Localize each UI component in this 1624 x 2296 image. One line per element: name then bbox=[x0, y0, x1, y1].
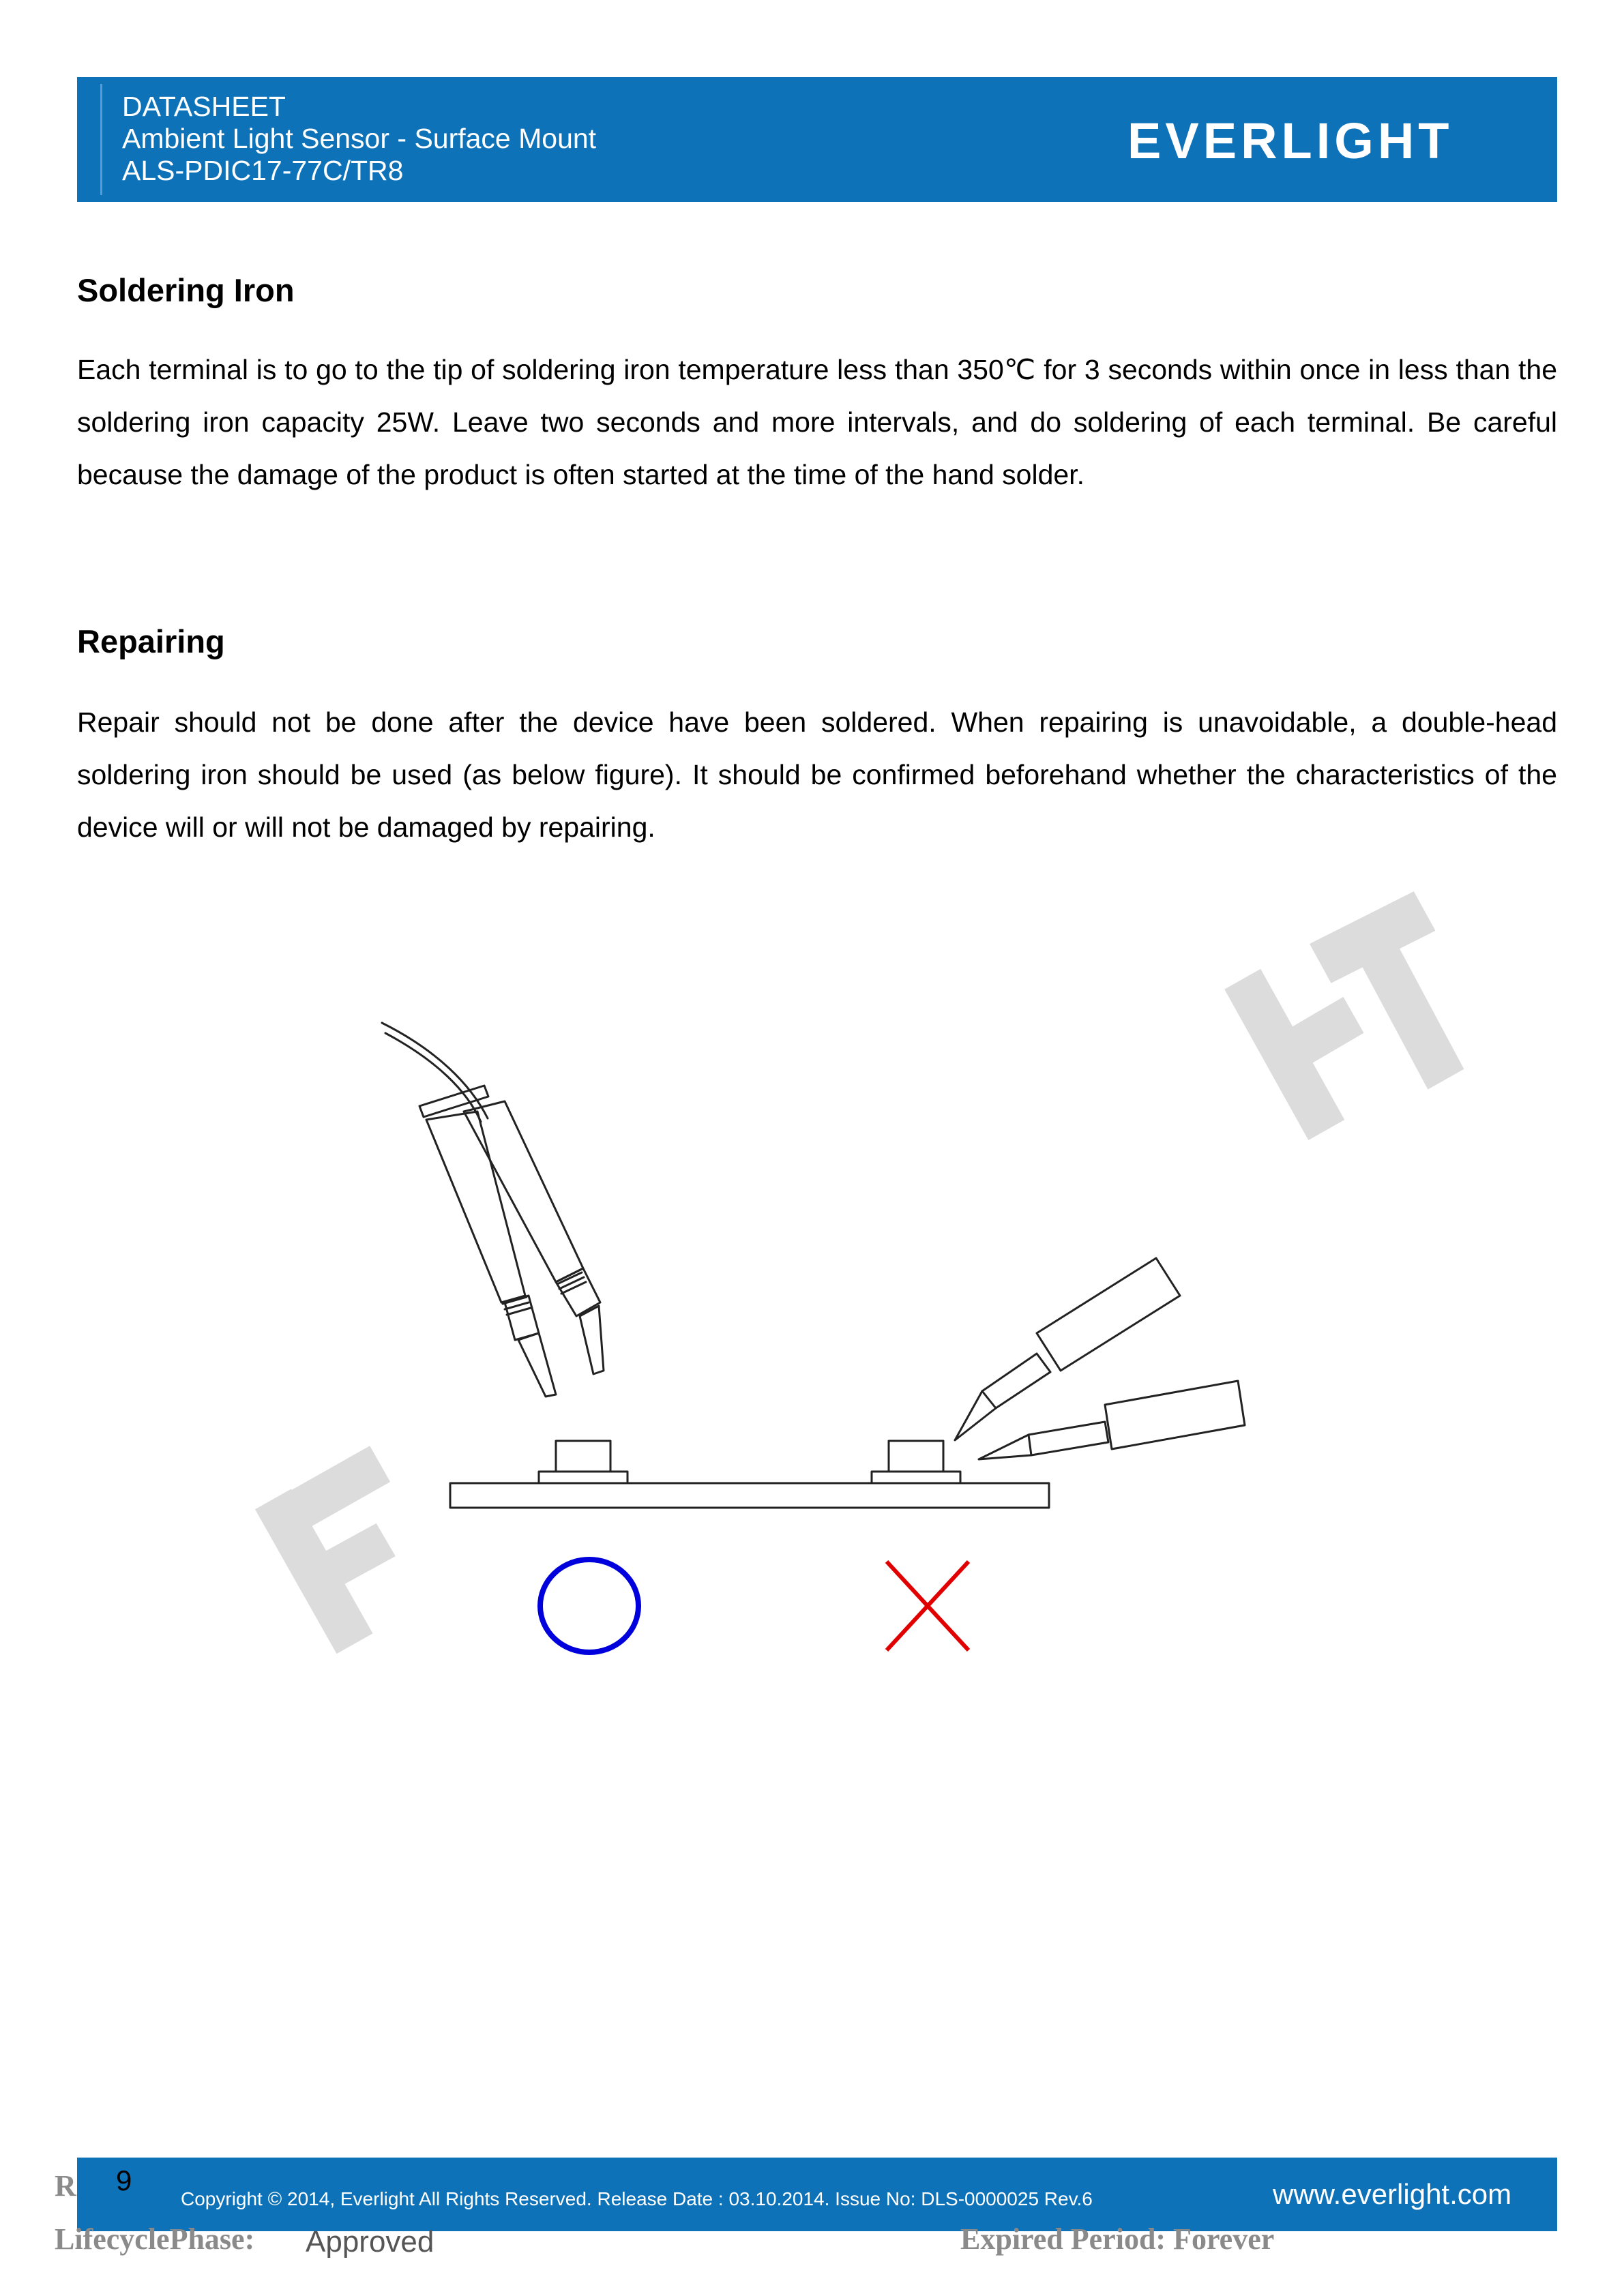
soldering-iron-heading: Soldering Iron bbox=[77, 272, 295, 308]
component-left-base bbox=[539, 1472, 628, 1483]
page-number: 9 bbox=[116, 2164, 132, 2196]
correct-circle-icon bbox=[540, 1560, 638, 1652]
footer-banner bbox=[77, 2158, 1557, 2231]
soldering-iron-text: Each terminal is to go to the tip of soldering iron temperature less than 350℃ for 3 seconds within once in less than the soldering iron capacity 25W. Leave two seconds and more intervals, and do soldering of each terminal. Be careful because the damage of the product is often started at the time of the hand solder. bbox=[77, 354, 1557, 490]
expired-period: Expired Period: Forever bbox=[960, 2222, 1275, 2256]
wrong-cross-icon bbox=[887, 1562, 969, 1650]
component-right-body bbox=[889, 1441, 943, 1472]
part-number: ALS-PDIC17-77C/TR8 bbox=[122, 155, 404, 186]
lifecycle-r-letter: R bbox=[55, 2169, 76, 2203]
everlight-logo: EVERLIGHT bbox=[1127, 113, 1453, 169]
lifecycle-label: LifecyclePhase: bbox=[55, 2222, 255, 2256]
repairing-text: Repair should not be done after the device have been soldered. When repairing is unavoidable, a double-head soldering iron should be used (as below figure). It should be confirmed beforehand whether the characteristics of the device will or will not be damaged by repairing. bbox=[77, 706, 1557, 843]
component-left-body bbox=[556, 1441, 610, 1472]
component-right-base bbox=[872, 1472, 960, 1483]
repairing-heading: Repairing bbox=[77, 623, 225, 659]
double-head-iron bbox=[382, 1023, 604, 1397]
doc-type: DATASHEET bbox=[122, 91, 286, 122]
single-iron-upper bbox=[955, 1258, 1180, 1440]
copyright-text: Copyright © 2014, Everlight All Rights Reserved. Release Date : 03.10.2014. Issue No: DLS-0000025 Rev.6 bbox=[181, 2188, 1093, 2209]
website-link[interactable]: www.everlight.com bbox=[1273, 2178, 1512, 2210]
doc-subtitle: Ambient Light Sensor - Surface Mount bbox=[122, 123, 597, 154]
lifecycle-status: Approved bbox=[306, 2225, 434, 2258]
pcb-board bbox=[450, 1483, 1049, 1508]
